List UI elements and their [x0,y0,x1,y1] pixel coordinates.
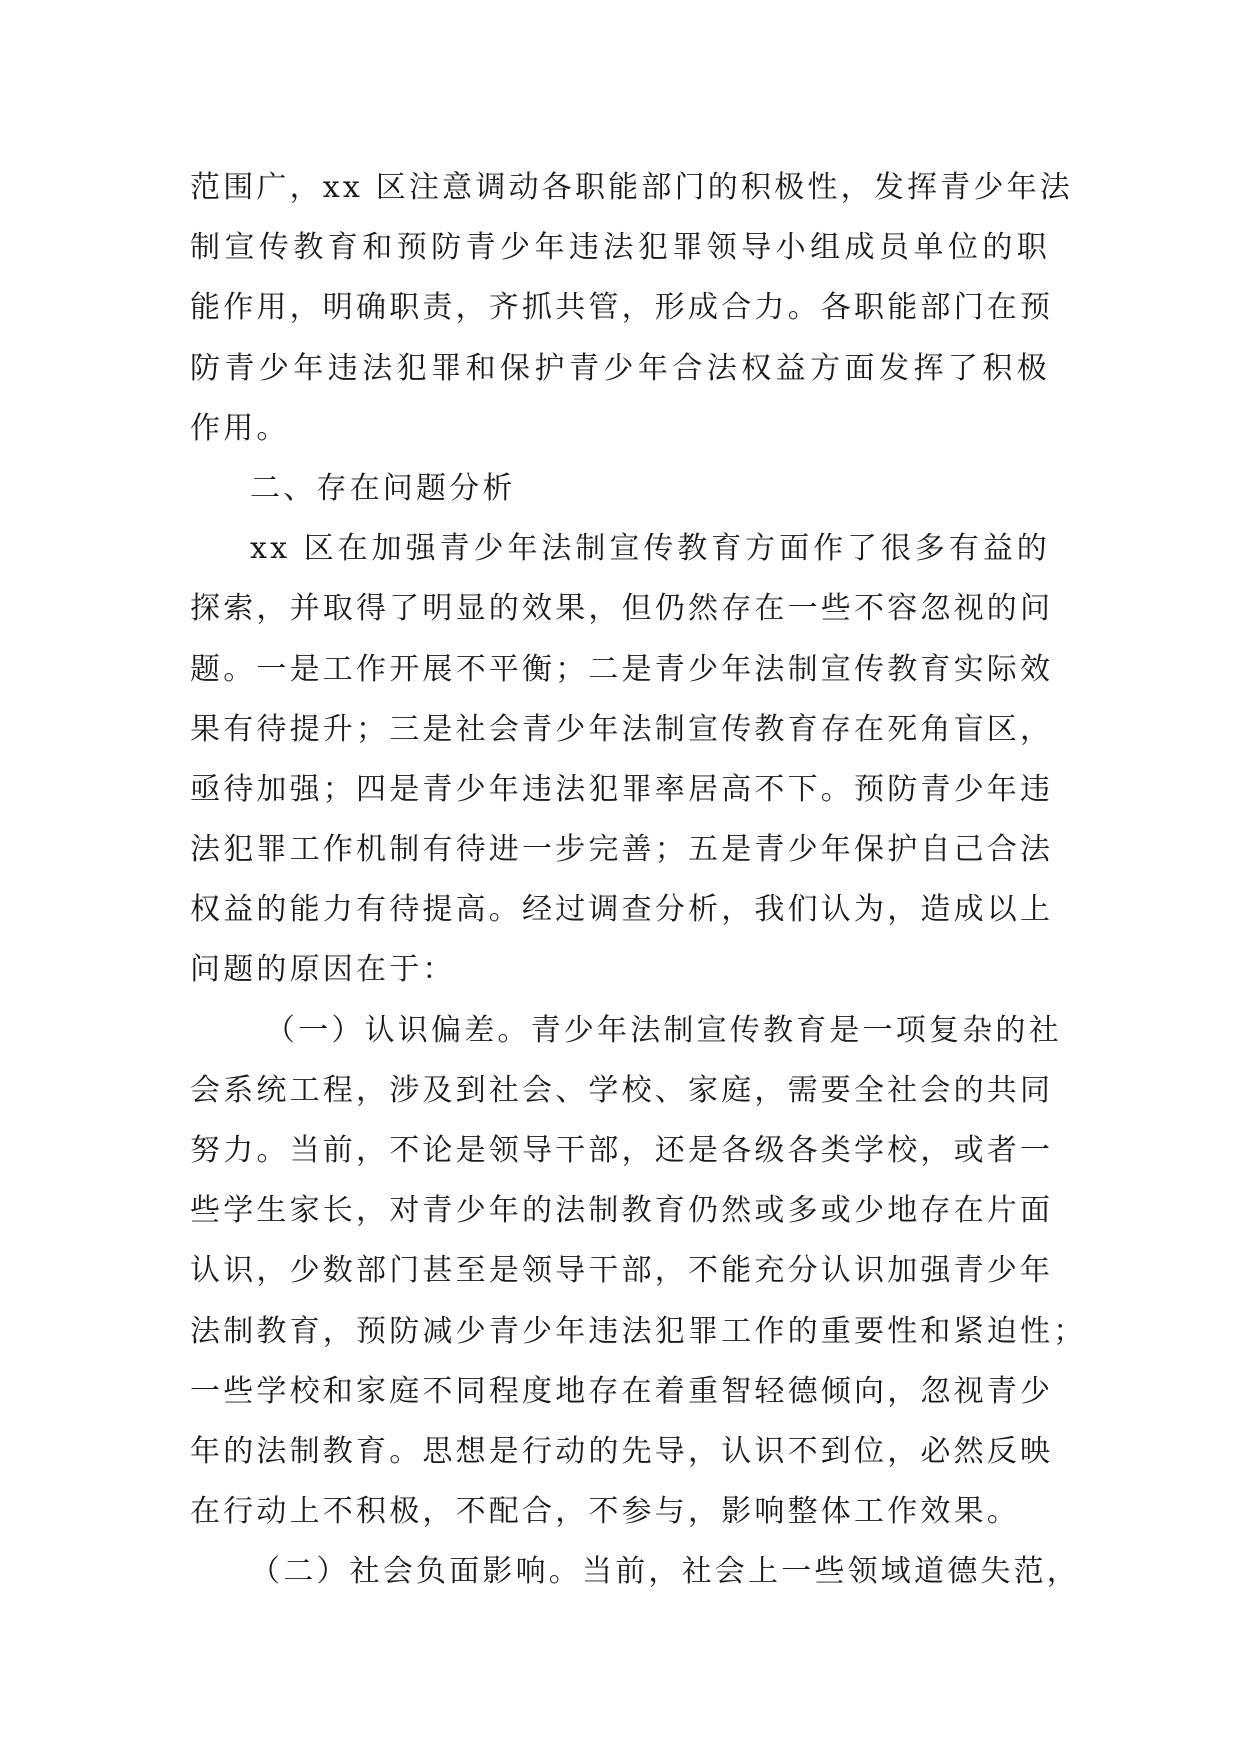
text-line: 作用。 [190,410,290,446]
text-line: 亟待加强；四是青少年违法犯罪率居高不下。预防青少年违 [190,771,1054,807]
text-line: 能作用，明确职责，齐抓共管，形成合力。各职能部门在预 [190,290,1054,326]
text-line: 制宣传教育和预防青少年违法犯罪领导小组成员单位的职 [190,230,1050,266]
text-line: 问题的原因在于： [190,952,456,988]
text-line: 在行动上不积极，不配合，不参与，影响整体工作效果。 [190,1494,1020,1530]
text-line: 年的法制教育。思想是行动的先导，认识不到位，必然反映 [190,1433,1054,1469]
subsection-line: （一）认识偏差。青少年法制宣传教育是一项复杂的社 [265,1012,1062,1048]
text-line: 法制教育，预防减少青少年违法犯罪工作的重要性和紧迫性； [190,1313,1087,1349]
text-line: 会系统工程，涉及到社会、学校、家庭，需要全社会的共同 [190,1072,1054,1108]
subsection-line: （二）社会负面影响。当前，社会上一些领域道德失范， [250,1554,1080,1590]
text-line: xx 区在加强青少年法制宣传教育方面作了很多有益的 [250,531,1050,567]
text-line: 探索，并取得了明显的效果，但仍然存在一些不容忽视的问 [190,591,1054,627]
section-heading: 二、存在问题分析 [250,470,516,506]
text-line: 一些学校和家庭不同程度地存在着重智轻德倾向，忽视青少 [190,1373,1054,1409]
text-line: 努力。当前，不论是领导干部，还是各级各类学校，或者一 [190,1133,1054,1168]
text-line: 法犯罪工作机制有待进一步完善；五是青少年保护自己合法 [190,832,1054,868]
text-line: 范围广，xx 区注意调动各职能部门的积极性，发挥青少年法 [190,170,1073,205]
text-line: 些学生家长，对青少年的法制教育仍然或多或少地存在片面 [190,1193,1054,1229]
text-line: 题。一是工作开展不平衡；二是青少年法制宣传教育实际效 [190,651,1054,687]
text-line: 防青少年违法犯罪和保护青少年合法权益方面发挥了积极 [190,350,1050,386]
text-line: 认识，少数部门甚至是领导干部，不能充分认识加强青少年 [190,1253,1054,1289]
text-line: 权益的能力有待提高。经过调查分析，我们认为，造成以上 [190,892,1054,928]
document-body [190,158,1087,1603]
text-line: 果有待提升；三是社会青少年法制宣传教育存在死角盲区， [190,711,1054,747]
